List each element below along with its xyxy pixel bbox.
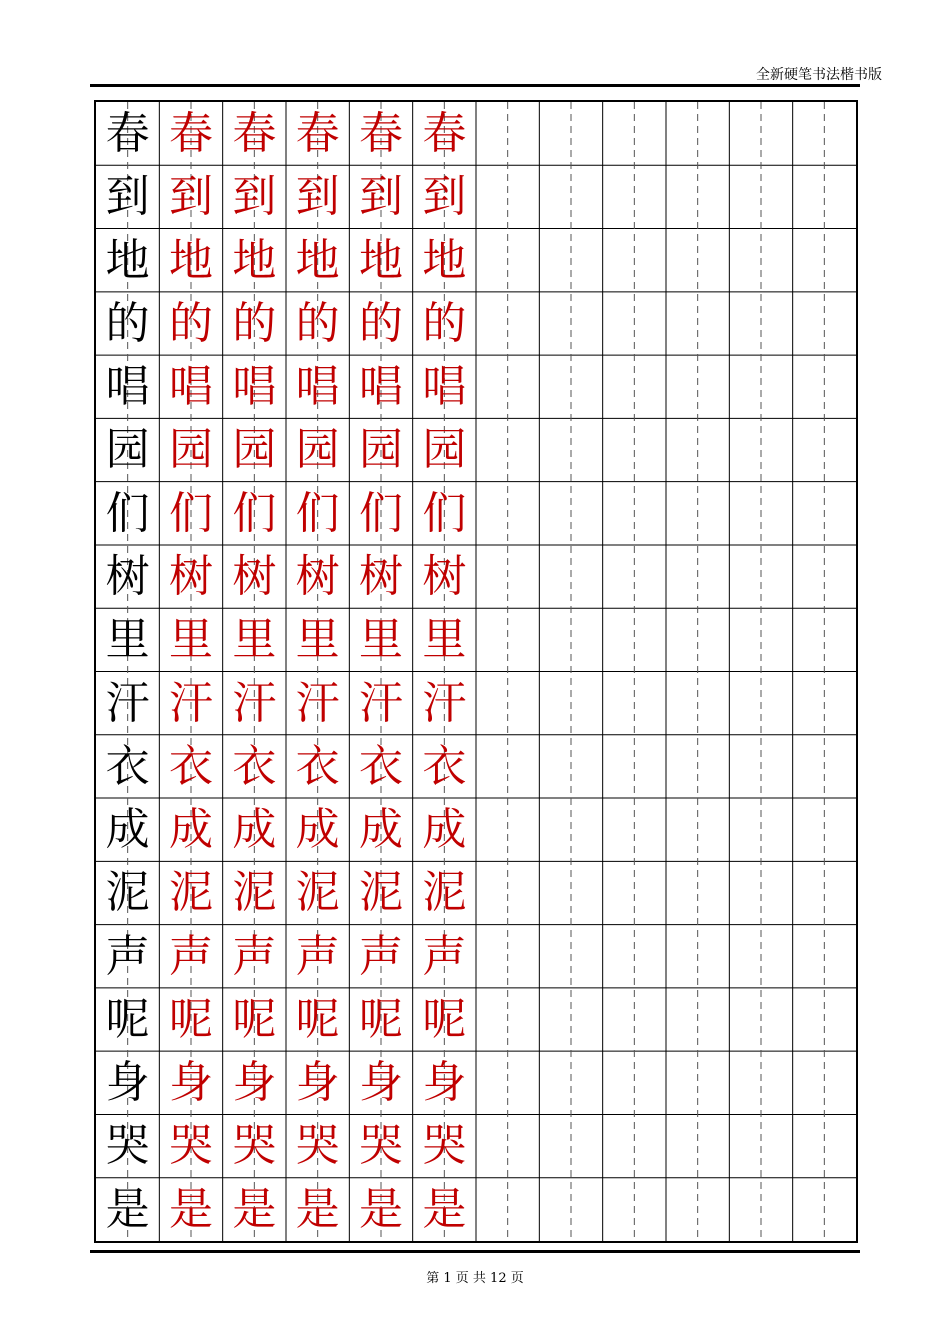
trace-character: 成 (295, 804, 340, 856)
model-character: 哭 (105, 1120, 150, 1172)
trace-character: 哭 (422, 1120, 467, 1172)
trace-character: 的 (295, 297, 340, 349)
trace-character: 哭 (168, 1120, 213, 1172)
trace-character: 是 (358, 1183, 403, 1235)
trace-character: 到 (358, 171, 403, 223)
trace-character: 地 (232, 234, 277, 286)
trace-character: 声 (422, 930, 467, 982)
trace-character: 春 (295, 108, 340, 159)
trace-character: 衣 (295, 740, 340, 792)
model-character: 地 (105, 234, 150, 286)
trace-character: 身 (422, 1057, 467, 1109)
trace-character: 声 (358, 930, 403, 982)
model-character: 是 (105, 1183, 150, 1235)
trace-character: 地 (358, 234, 403, 286)
trace-character: 衣 (168, 740, 213, 792)
trace-character: 园 (232, 424, 277, 476)
trace-character: 汗 (168, 677, 213, 729)
trace-character: 到 (232, 171, 277, 223)
trace-character: 春 (232, 108, 277, 159)
trace-character: 成 (232, 804, 277, 856)
trace-character: 成 (358, 804, 403, 856)
trace-character: 哭 (295, 1120, 340, 1172)
trace-character: 树 (295, 550, 340, 602)
model-character: 声 (105, 930, 150, 982)
document-header-title: 全新硬笔书法楷书版 (756, 67, 882, 83)
model-character: 汗 (105, 677, 150, 729)
trace-character: 呢 (295, 993, 340, 1045)
trace-character: 们 (358, 487, 403, 539)
trace-character: 春 (422, 108, 467, 159)
model-character: 春 (105, 108, 150, 159)
trace-character: 声 (295, 930, 340, 982)
trace-character: 到 (422, 171, 467, 223)
trace-character: 是 (232, 1183, 277, 1235)
trace-character: 唱 (232, 361, 277, 413)
trace-character: 地 (295, 234, 340, 286)
model-character: 的 (105, 297, 150, 349)
trace-character: 汗 (358, 677, 403, 729)
page-number: 第 1 页 共 12 页 (426, 1271, 524, 1286)
trace-character: 园 (358, 424, 403, 476)
model-character: 呢 (105, 993, 150, 1045)
trace-character: 呢 (422, 993, 467, 1045)
trace-character: 到 (295, 171, 340, 223)
model-character: 身 (105, 1057, 150, 1109)
trace-character: 树 (422, 550, 467, 602)
trace-character: 春 (358, 108, 403, 159)
trace-character: 身 (358, 1057, 403, 1109)
trace-character: 们 (168, 487, 213, 539)
trace-character: 呢 (358, 993, 403, 1045)
trace-character: 园 (422, 424, 467, 476)
trace-character: 里 (358, 614, 403, 666)
trace-character: 到 (168, 171, 213, 223)
trace-character: 泥 (295, 867, 340, 919)
model-character: 到 (105, 171, 150, 223)
trace-character: 成 (422, 804, 467, 856)
trace-character: 是 (422, 1183, 467, 1235)
footer-rule (90, 1250, 860, 1253)
trace-character: 泥 (232, 867, 277, 919)
trace-character: 唱 (422, 361, 467, 413)
trace-character: 哭 (358, 1120, 403, 1172)
trace-character: 泥 (422, 867, 467, 919)
trace-character: 声 (168, 930, 213, 982)
trace-character: 树 (232, 550, 277, 602)
model-character: 衣 (105, 740, 150, 792)
model-character: 里 (105, 614, 150, 666)
trace-character: 里 (295, 614, 340, 666)
trace-character: 呢 (168, 993, 213, 1045)
trace-character: 里 (422, 614, 467, 666)
trace-character: 哭 (232, 1120, 277, 1172)
header-rule (90, 84, 860, 87)
trace-character: 们 (232, 487, 277, 539)
trace-character: 里 (168, 614, 213, 666)
trace-character: 春 (168, 108, 213, 159)
model-character: 成 (105, 804, 150, 856)
trace-character: 身 (295, 1057, 340, 1109)
trace-character: 们 (422, 487, 467, 539)
trace-character: 衣 (232, 740, 277, 792)
trace-character: 汗 (295, 677, 340, 729)
trace-character: 泥 (168, 867, 213, 919)
trace-character: 园 (168, 424, 213, 476)
trace-character: 们 (295, 487, 340, 539)
trace-character: 汗 (422, 677, 467, 729)
trace-character: 的 (422, 297, 467, 349)
trace-character: 里 (232, 614, 277, 666)
model-character: 唱 (105, 361, 150, 413)
trace-character: 衣 (422, 740, 467, 792)
trace-character: 身 (168, 1057, 213, 1109)
trace-character: 汗 (232, 677, 277, 729)
trace-character: 的 (232, 297, 277, 349)
trace-character: 唱 (358, 361, 403, 413)
trace-character: 唱 (168, 361, 213, 413)
trace-character: 成 (168, 804, 213, 856)
trace-character: 园 (295, 424, 340, 476)
trace-character: 树 (358, 550, 403, 602)
trace-character: 泥 (358, 867, 403, 919)
trace-character: 声 (232, 930, 277, 982)
trace-character: 衣 (358, 740, 403, 792)
trace-character: 是 (168, 1183, 213, 1235)
model-character: 树 (105, 550, 150, 602)
model-character: 泥 (105, 867, 150, 919)
trace-character: 的 (168, 297, 213, 349)
trace-character: 树 (168, 550, 213, 602)
trace-character: 是 (295, 1183, 340, 1235)
trace-character: 地 (422, 234, 467, 286)
trace-character: 地 (168, 234, 213, 286)
trace-character: 的 (358, 297, 403, 349)
trace-character: 身 (232, 1057, 277, 1109)
trace-character: 呢 (232, 993, 277, 1045)
trace-character: 唱 (295, 361, 340, 413)
model-character: 们 (105, 487, 150, 539)
practice-grid (94, 100, 858, 1243)
model-character: 园 (105, 424, 150, 476)
